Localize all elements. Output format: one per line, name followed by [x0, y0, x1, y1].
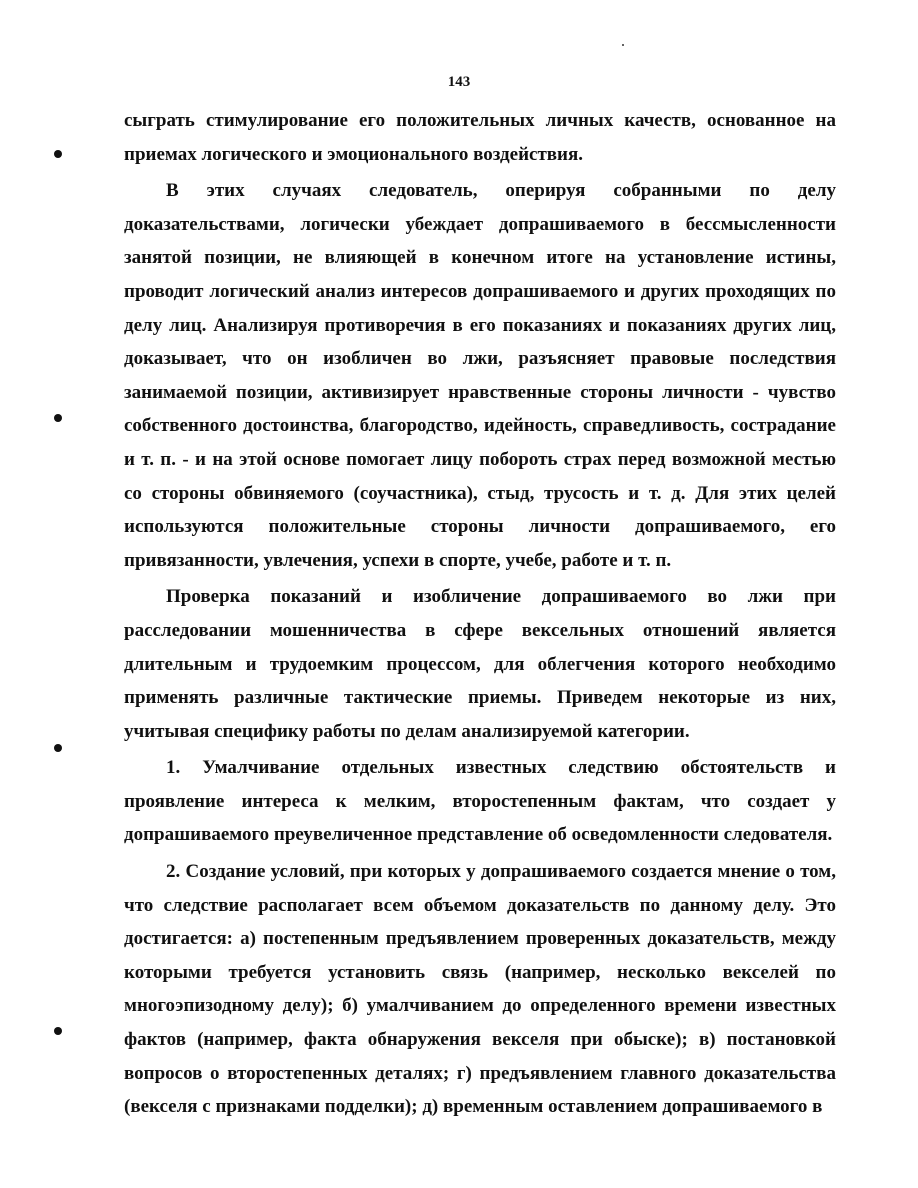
paragraph-investigator-persuasion: В этих случаях следователь, оперируя собранными по делу доказательствами, логически убеждает допрашиваемого в бессмысленности занятой позиции, не влияющей в конечном итоге на установление истины, проводит логический анализ интересов допрашиваемого и других проходящих по делу лиц. Анализируя противоречия в его показаниях и показаниях других лиц, доказывает, что он изобличен во лжи, разъясняет правовые последствия занимаемой позиции, активизирует нравственные стороны личности - чувство собственного достоинства, благородство, идейность, справедливость, сострадание и т. п. - и на этой основе помогает лицу побороть страх перед возможной местью со стороны обвиняемого (соучастника), стыд, трусость и т. д. Для этих целей используются положительные стороны личности допрашиваемого, его привязанности, увлечения, успехи в спорте, учебе, работе и т. п. [124, 180, 836, 571]
binding-hole-mark [54, 744, 62, 752]
page-number: 143 [447, 74, 471, 90]
scan-speck [622, 44, 624, 46]
binding-hole-mark [54, 1027, 62, 1035]
paragraph-verification-tactics: Проверка показаний и изобличение допрашиваемого во лжи при расследовании мошенничества в сфере вексельных отношений является длительным и трудоемким процессом, для облегчения которого необходимо применять различные тактические приемы. Приведем некоторые из них, учитывая специфику работы по делам анализируемой категории. [124, 586, 836, 742]
text-column [124, 104, 836, 1124]
paragraph-tactic-two: 2. Создание условий, при которых у допрашиваемого создается мнение о том, что следствие располагает всем объемом доказательств по данному делу. Это достигается: а) постепенным предъявлением проверенных доказательств, между которыми требуется установить связь (например, несколько векселей по многоэпизодному делу); б) умалчиванием до определенного времени известных фактов (например, факта обнаружения векселя при обыске); в) постановкой вопросов о второстепенных деталях; г) предъявлением главного доказательства (векселя с признаками подделки); д) временным оставлением допрашиваемого в [124, 861, 836, 1118]
paragraph-tactic-one: 1. Умалчивание отдельных известных следствию обстоятельств и проявление интереса к мелким, второстепенным фактам, что создает у допрашиваемого преувеличенное представление об осведомленности следователя. [124, 757, 836, 846]
binding-hole-mark [54, 150, 62, 158]
binding-hole-mark [54, 414, 62, 422]
paragraph-continuation: сыграть стимулирование его положительных личных качеств, основанное на приемах логического и эмоционального воздействия. [124, 110, 836, 165]
